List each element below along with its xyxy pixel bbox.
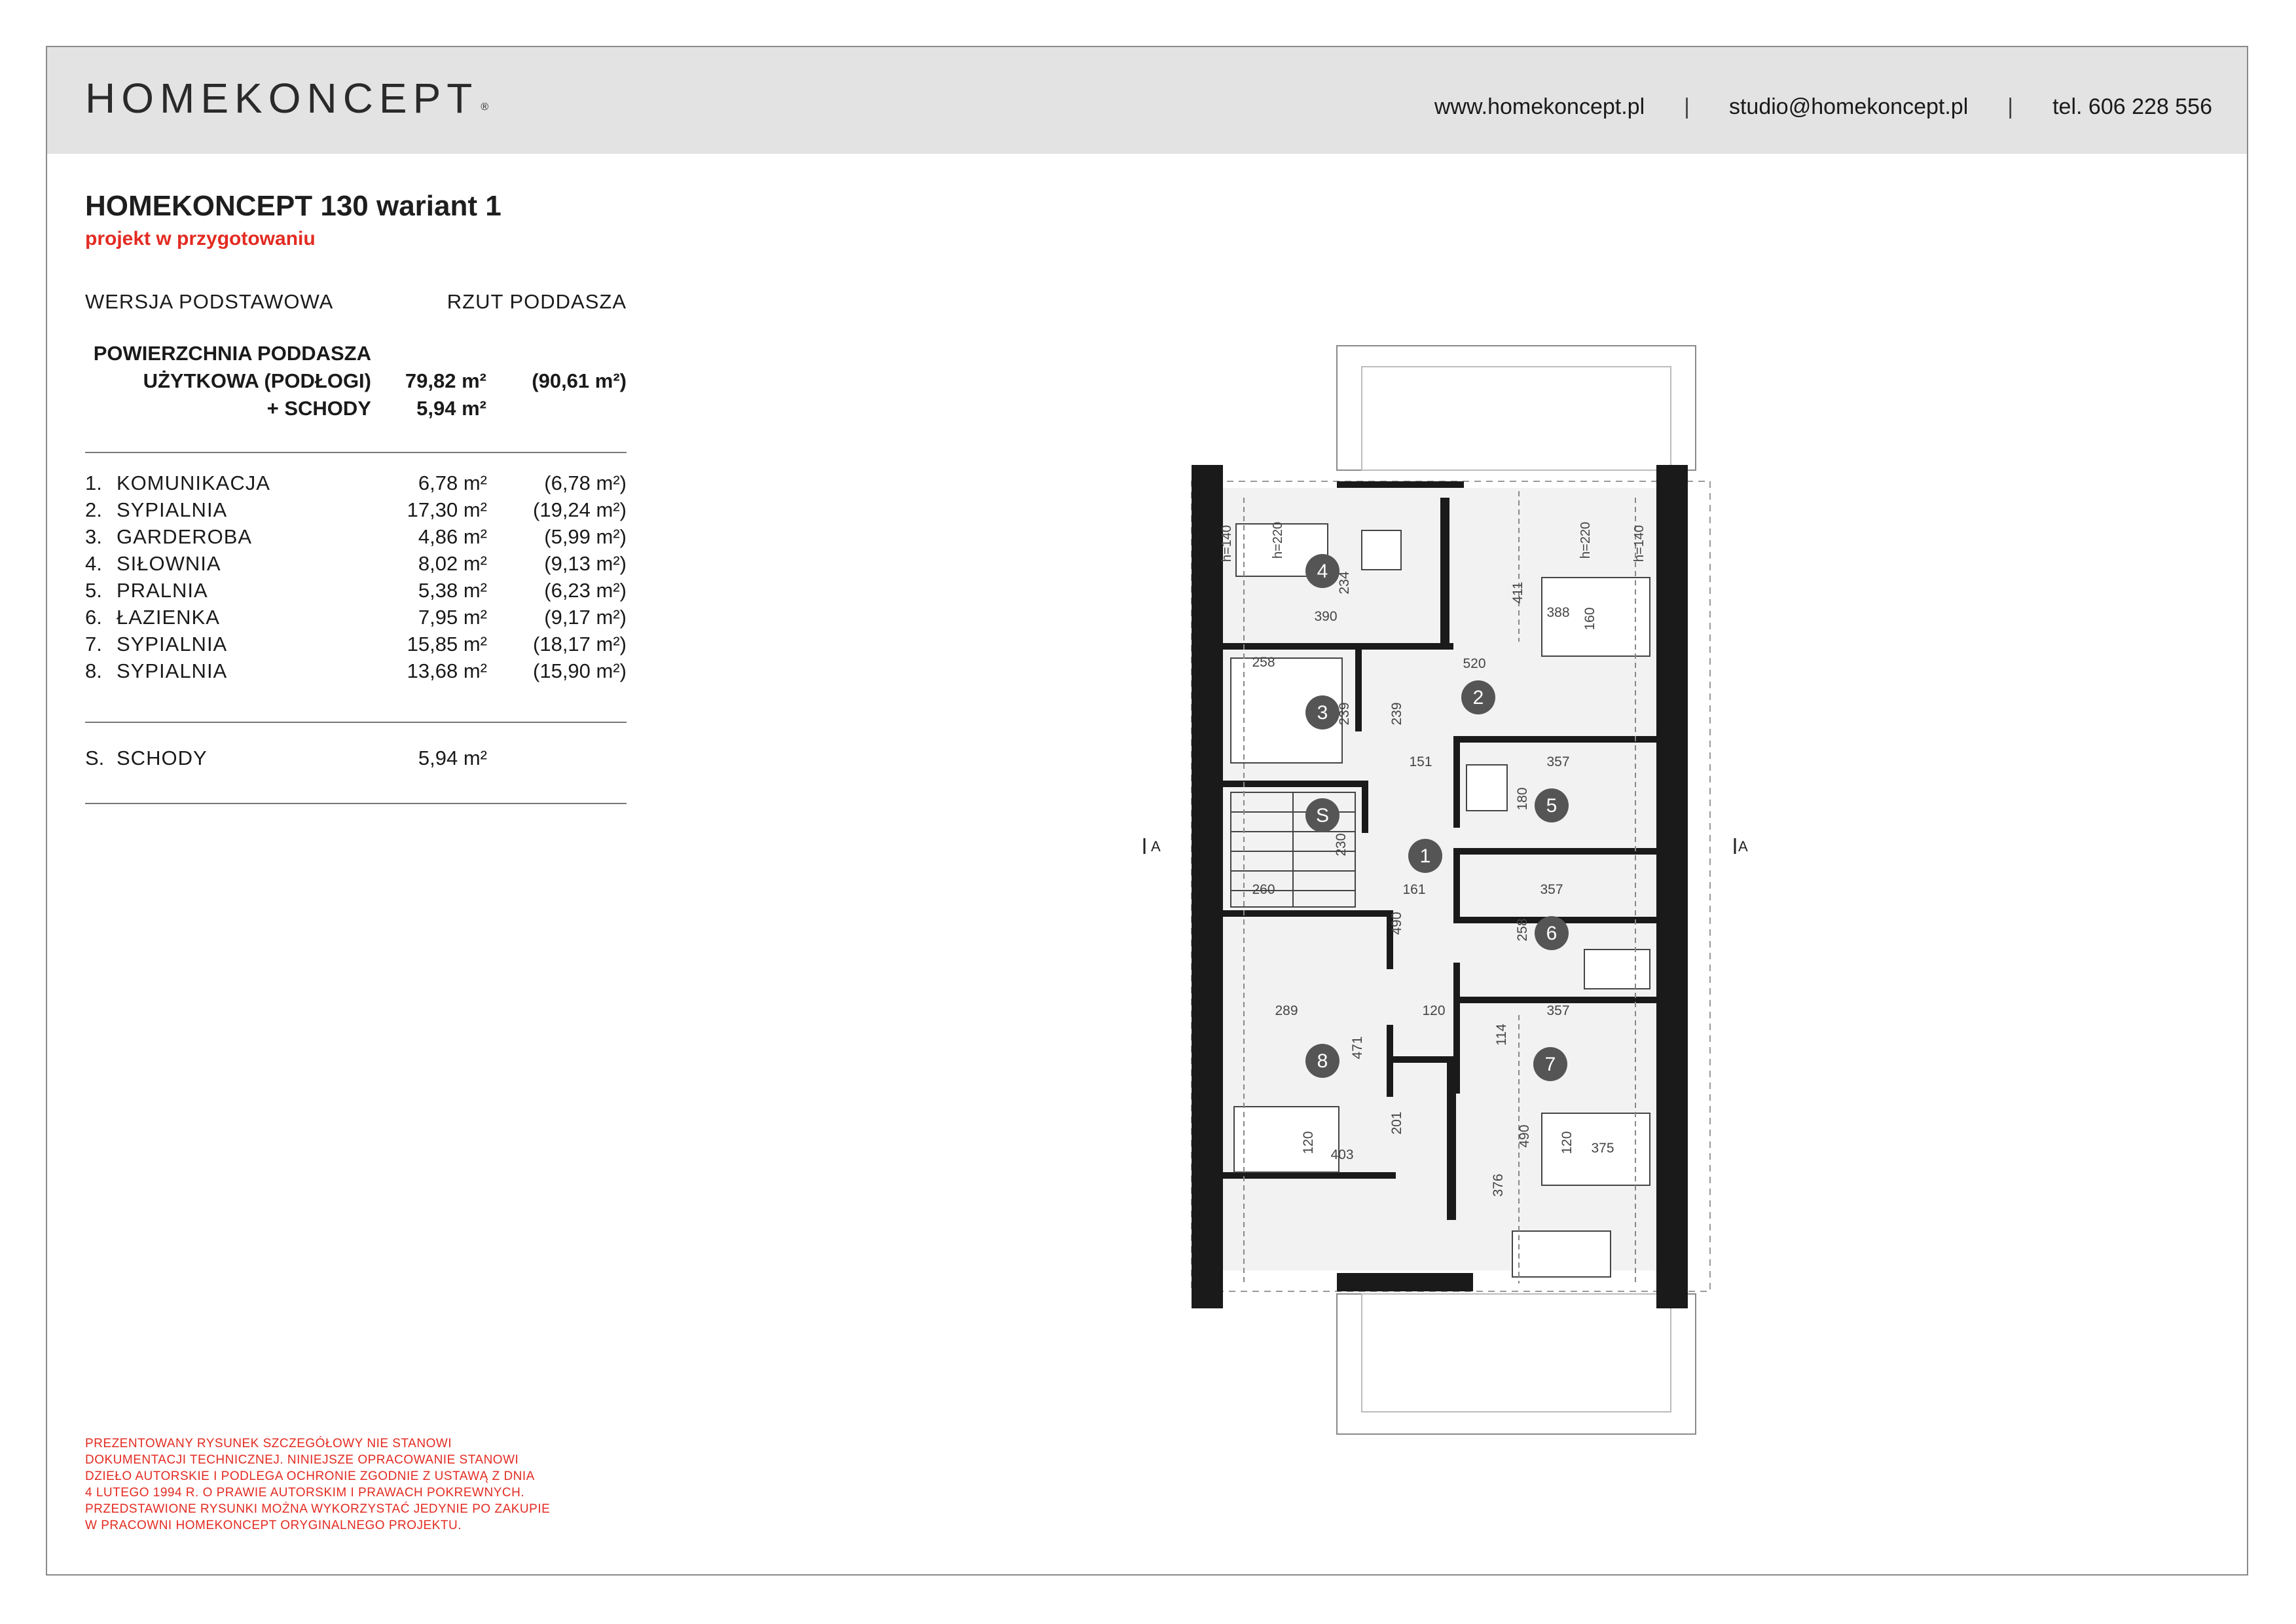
website-link[interactable]: www.homekoncept.pl bbox=[1434, 94, 1645, 119]
dim-label: 234 bbox=[1337, 571, 1352, 595]
dim-label: 411 bbox=[1510, 581, 1525, 604]
table-row: 5. PRALNIA 5,38 m² (6,23 m²) bbox=[85, 579, 627, 602]
balcony-inner-bottom bbox=[1362, 1294, 1671, 1412]
dim-label: 357 bbox=[1546, 754, 1570, 769]
dim-label: 376 bbox=[1491, 1173, 1506, 1197]
copyright-disclaimer: PREZENTOWANY RYSUNEK SZCZEGÓŁOWY NIE STANOWI DOKUMENTACJI TECHNICZNEJ. NINIEJSZE OPRACOWANIE STANOWI DZIEŁO AUTORSKIE I PODLEGA OCHRONIE ZGODNIE Z USTAWĄ Z DNIA 4 LUTEGO 1994 R. O PRAWIE AUTORSKIM I PRAWACH POKREWNYCH. PRZEDSTAWIONE RYSUNKI MOŻNA WYKORZYSTAĆ JEDYNIE PO ZAKUPIE W PRACOWNI HOMEKONCEPT ORYGINALNEGO PROJEKTU. bbox=[85, 1437, 551, 1532]
dim-label: 490 bbox=[1389, 912, 1404, 935]
divider bbox=[85, 722, 627, 723]
dim-label: 239 bbox=[1337, 702, 1352, 726]
separator: | bbox=[2007, 94, 2014, 119]
dim-label: 289 bbox=[1275, 1003, 1298, 1018]
table-row: 2. SYPIALNIA 17,30 m² (19,24 m²) bbox=[85, 498, 627, 521]
washbasin-gym bbox=[1362, 530, 1401, 570]
summary-line3: + SCHODY bbox=[266, 397, 371, 420]
sink-laundry bbox=[1467, 765, 1507, 811]
wall-bottom-a bbox=[1337, 1273, 1473, 1291]
table-row: S. SCHODY 5,94 m² bbox=[85, 747, 487, 769]
room-marker-3: 3 bbox=[1317, 702, 1328, 724]
table-row: 3. GARDEROBA 4,86 m² (5,99 m²) bbox=[85, 525, 627, 548]
dim-label: 151 bbox=[1409, 754, 1432, 769]
divider bbox=[85, 452, 627, 453]
contact-bar bbox=[1434, 94, 2212, 120]
bed-room8 bbox=[1234, 1107, 1339, 1172]
table-row: 7. SYPIALNIA 15,85 m² (18,17 m²) bbox=[85, 633, 627, 655]
summary-area: 79,82 m² bbox=[405, 369, 486, 392]
room-marker-1: 1 bbox=[1419, 845, 1431, 867]
dim-label: 239 bbox=[1389, 702, 1404, 726]
dim-label: 260 bbox=[1252, 882, 1275, 897]
dim-label: 258 bbox=[1252, 655, 1275, 670]
dim-label: 201 bbox=[1389, 1111, 1404, 1135]
balcony-inner-top bbox=[1362, 367, 1671, 470]
version-label: WERSJA PODSTAWOWA bbox=[85, 290, 334, 313]
view-label: RZUT PODDASZA bbox=[446, 290, 627, 313]
height-label: h=220 bbox=[1578, 521, 1593, 559]
summary-total: (90,61 m²) bbox=[532, 369, 627, 392]
dim-label: 114 bbox=[1494, 1024, 1509, 1046]
summary-stairs-area: 5,94 m² bbox=[416, 397, 486, 420]
bath-fixture bbox=[1584, 950, 1650, 989]
room-marker-2: 2 bbox=[1472, 687, 1484, 709]
dim-label: 375 bbox=[1591, 1141, 1614, 1156]
room-marker-6: 6 bbox=[1546, 923, 1558, 944]
stairs-table bbox=[85, 747, 627, 773]
table-row: 6. ŁAZIENKA 7,95 m² (9,17 m²) bbox=[85, 606, 627, 629]
dim-label: 388 bbox=[1546, 605, 1570, 620]
height-label: h=220 bbox=[1271, 521, 1285, 559]
dim-label: 403 bbox=[1330, 1147, 1354, 1162]
phone-link[interactable]: tel. 606 228 556 bbox=[2052, 94, 2212, 119]
email-link[interactable]: studio@homekoncept.pl bbox=[1728, 94, 1969, 119]
brand-logo[interactable]: HOMEKONCEPT ® bbox=[85, 75, 489, 122]
floor-plan bbox=[1126, 341, 1820, 1441]
divider bbox=[85, 803, 627, 804]
balcony-top bbox=[1337, 346, 1696, 470]
project-title: HOMEKONCEPT 130 wariant 1 bbox=[85, 190, 501, 222]
balcony-bottom bbox=[1337, 1294, 1696, 1434]
dim-label: 357 bbox=[1540, 882, 1563, 897]
height-label: h=140 bbox=[1220, 525, 1234, 563]
dim-label: 180 bbox=[1515, 787, 1530, 811]
section-mark-right: A bbox=[1738, 838, 1748, 855]
section-mark-left: A bbox=[1151, 838, 1161, 855]
dim-label: 471 bbox=[1350, 1036, 1365, 1060]
summary-line2: UŻYTKOWA (PODŁOGI) bbox=[143, 369, 371, 392]
dim-label: 120 bbox=[1559, 1131, 1575, 1154]
dim-label: 390 bbox=[1314, 609, 1338, 624]
room-table bbox=[85, 471, 627, 686]
dim-label: 258 bbox=[1515, 918, 1530, 942]
registered-mark: ® bbox=[481, 101, 489, 113]
project-status: projekt w przygotowaniu bbox=[85, 228, 316, 249]
separator: | bbox=[1684, 94, 1690, 119]
room-marker-5: 5 bbox=[1546, 795, 1558, 817]
room-marker-8: 8 bbox=[1317, 1050, 1328, 1072]
dim-label: 357 bbox=[1546, 1003, 1570, 1018]
dim-label: 120 bbox=[1422, 1003, 1446, 1018]
table-row: 1. KOMUNIKACJA 6,78 m² (6,78 m²) bbox=[85, 471, 627, 494]
room-marker-4: 4 bbox=[1317, 561, 1328, 582]
dim-label: 230 bbox=[1334, 833, 1349, 857]
height-label: h=140 bbox=[1632, 525, 1647, 563]
table-row: 4. SIŁOWNIA 8,02 m² (9,13 m²) bbox=[85, 552, 627, 575]
table-row: 8. SYPIALNIA 13,68 m² (15,90 m²) bbox=[85, 659, 627, 682]
summary-line1: POWIERZCHNIA PODDASZA bbox=[93, 342, 371, 365]
dim-label: 120 bbox=[1301, 1131, 1316, 1154]
wall-left bbox=[1192, 465, 1223, 1308]
dim-label: 160 bbox=[1582, 607, 1597, 631]
room-marker-s: S bbox=[1315, 805, 1330, 826]
dim-label: 520 bbox=[1463, 656, 1486, 671]
dim-label: 161 bbox=[1402, 882, 1426, 897]
desk-room7 bbox=[1512, 1231, 1611, 1277]
room-marker-7: 7 bbox=[1544, 1054, 1556, 1075]
dim-label: 490 bbox=[1517, 1124, 1532, 1148]
wall-right bbox=[1656, 465, 1688, 1308]
